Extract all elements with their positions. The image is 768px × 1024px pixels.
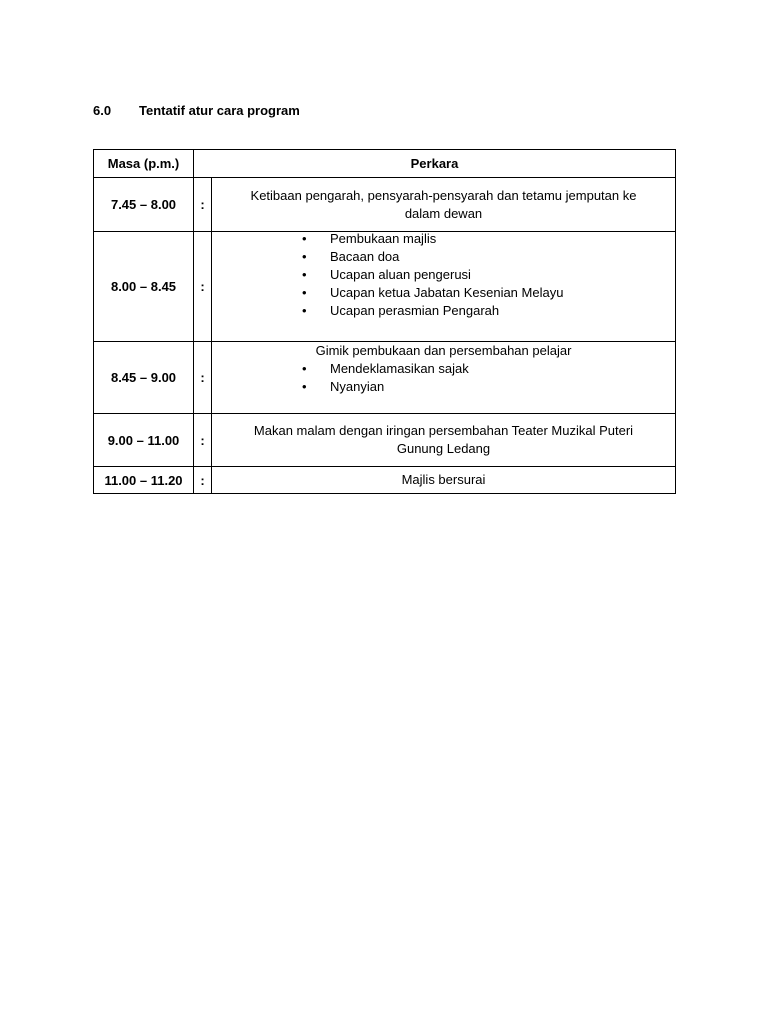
colon-cell: : [194,467,212,494]
colon-cell: : [194,342,212,414]
table-row [94,232,676,342]
list-item: • Ucapan aluan pengerusi [302,267,471,282]
item-cell [212,232,676,342]
item-text: Makan malam dengan iringan persembahan Teater Muzikal Puteri Gunung Ledang [253,423,634,456]
bullet-list [212,360,675,396]
colon-cell: : [194,232,212,342]
time-cell: 9.00 – 11.00 [94,414,194,467]
time-cell: 8.00 – 8.45 [94,232,194,342]
item-text: Majlis bersurai [401,472,486,487]
list-item: • Ucapan perasmian Pengarah [302,303,500,318]
item-cell [212,467,676,494]
bullet-list [212,230,675,320]
list-item: • Ucapan ketua Jabatan Kesenian Melayu [302,285,564,300]
section-heading [93,103,300,118]
time-cell: 8.45 – 9.00 [94,342,194,414]
time-cell: 7.45 – 8.00 [94,178,194,232]
list-item: • Mendeklamasikan sajak [302,361,469,376]
schedule-table [93,149,676,494]
item-cell [212,178,676,232]
bullet-icon: • [302,285,307,300]
bullet-icon: • [302,267,307,282]
time-cell: 11.00 – 11.20 [94,467,194,494]
colon-cell: : [194,178,212,232]
item-text: Gimik pembukaan dan persembahan pelajar [315,343,572,358]
section-number: 6.0 [93,103,112,118]
table-row [94,342,676,414]
table-row [94,414,676,467]
header-time: Masa (p.m.) [94,150,194,178]
bullet-icon: • [302,231,307,246]
item-text: Ketibaan pengarah, pensyarah-pensyarah dan tetamu jemputan ke dalam dewan [250,187,637,221]
table-header-row [94,150,676,178]
table-row [94,178,676,232]
header-item: Perkara [194,150,676,178]
bullet-icon: • [302,379,307,394]
table-row [94,467,676,494]
list-item: • Nyanyian [302,379,385,394]
section-title: Tentatif atur cara program [139,103,300,118]
list-item: • Pembukaan majlis [302,231,437,246]
list-item: • Bacaan doa [302,249,400,264]
bullet-icon: • [302,361,307,376]
item-cell [212,342,676,414]
bullet-icon: • [302,303,307,318]
item-cell [212,414,676,467]
colon-cell: : [194,414,212,467]
bullet-icon: • [302,249,307,264]
